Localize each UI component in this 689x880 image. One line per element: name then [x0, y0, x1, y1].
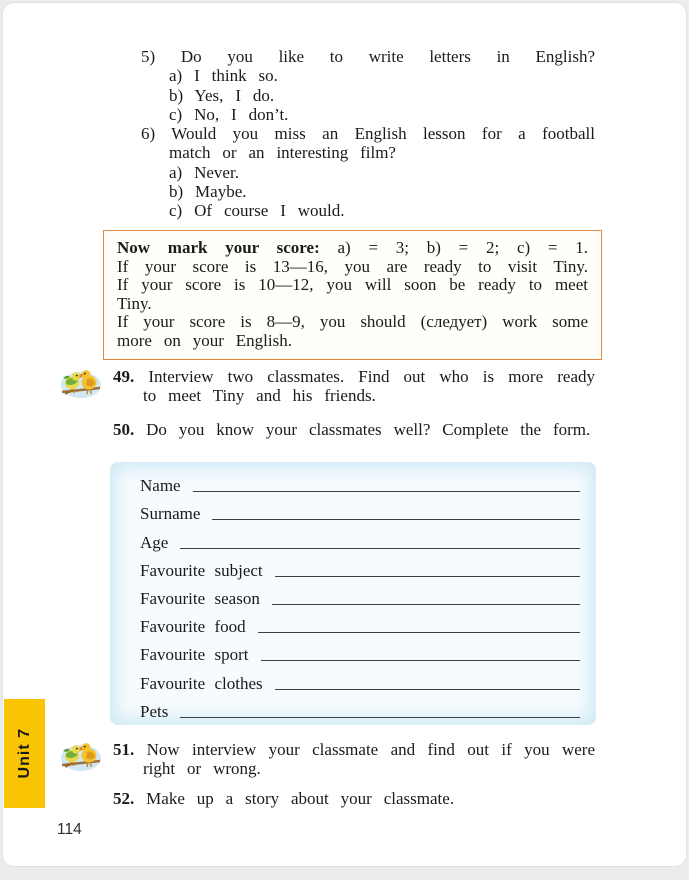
exercise-text: Now interview your classmate and find out if you were right or wrong. [143, 740, 595, 779]
score-line: If your score is 10—12, you will soon be ready to meet Tiny. [117, 275, 588, 313]
quiz-option: c) No, I don’t. [169, 104, 289, 124]
page-number: 114 [57, 821, 82, 838]
question-text: Would you miss an English lesson for a football match or an interesting film? [169, 124, 595, 163]
quiz-question-6 [141, 124, 595, 163]
pair-work-birds-icon [59, 365, 103, 402]
form-field-label: Age [140, 532, 169, 552]
form-field-label: Favourite subject [140, 560, 263, 580]
exercise-text: Do you know your classmates well? Complete the form. [146, 420, 591, 439]
score-line: If your score is 8—9, you should (следует) work some more on your English. [117, 312, 588, 350]
exercise-52 [113, 789, 595, 808]
form-row [140, 500, 580, 528]
exercise-49 [113, 367, 595, 406]
form-fill-line [275, 689, 580, 690]
form-fill-line [275, 576, 580, 577]
form-field-label: Pets [140, 701, 169, 721]
quiz-option: b) Yes, I do. [169, 85, 275, 105]
form-field-label: Favourite food [140, 617, 246, 637]
form-row [140, 641, 580, 669]
textbook-page [2, 2, 687, 867]
form-field-label: Name [140, 476, 181, 496]
quiz-option: c) Of course I would. [169, 201, 345, 221]
form-row [140, 557, 580, 585]
form-fill-line [272, 604, 580, 605]
form-fill-line [261, 660, 580, 661]
form-row [140, 528, 580, 556]
form-field-label: Favourite sport [140, 645, 249, 665]
unit-tab [4, 699, 45, 808]
exercise-number: 50. [113, 420, 135, 439]
form-fill-line [193, 491, 580, 492]
exercise-number: 52. [113, 789, 135, 808]
exercise-text: Interview two classmates. Find out who is more ready to meet Tiny and his friends. [143, 367, 595, 406]
form-row [140, 472, 580, 500]
quiz-option: a) I think so. [169, 66, 278, 86]
exercise-50 [113, 420, 595, 439]
form-row [140, 585, 580, 613]
quiz-questions [141, 47, 595, 221]
form-fill-line [258, 632, 580, 633]
exercise-number: 51. [113, 740, 135, 759]
question-number: 5) [141, 47, 156, 66]
form-field-label: Favourite clothes [140, 673, 263, 693]
form-field-label: Surname [140, 504, 201, 524]
form-row [140, 669, 580, 697]
classmate-form [110, 462, 596, 725]
quiz-option: a) Never. [169, 162, 239, 182]
score-line: If your score is 13—16, you are ready to visit Tiny. [117, 256, 588, 276]
form-row [140, 698, 580, 726]
quiz-question-5 [141, 47, 595, 66]
quiz-option: b) Maybe. [169, 182, 247, 202]
score-lead-rest: a) = 3; b) = 2; c) = 1. [337, 238, 588, 257]
exercise-51 [113, 740, 595, 779]
score-lead-bold: Now mark your score: [117, 238, 320, 257]
exercise-number: 49. [113, 367, 135, 386]
exercise-text: Make up a story about your classmate. [146, 789, 455, 808]
form-field-label: Favourite season [140, 588, 260, 608]
question-number: 6) [141, 124, 156, 144]
question-text: Do you like to write letters in English? [180, 47, 595, 66]
form-fill-line [180, 717, 580, 718]
score-line [117, 239, 588, 258]
form-fill-line [180, 548, 580, 549]
form-row [140, 613, 580, 641]
form-fill-line [212, 519, 580, 520]
pair-work-birds-icon [59, 738, 103, 775]
unit-tab-label: Unit 7 [15, 728, 33, 779]
score-box [103, 230, 602, 360]
